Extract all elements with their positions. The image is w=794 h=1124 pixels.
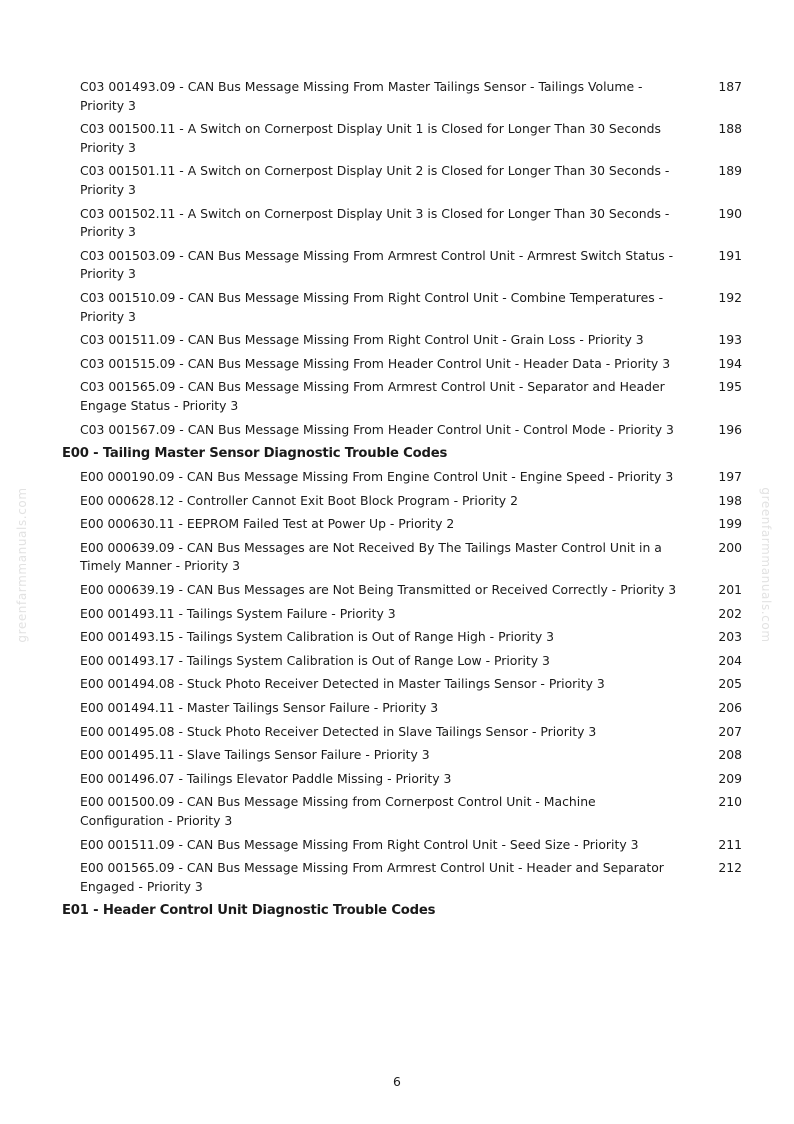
toc-entry[interactable] [62, 652, 752, 671]
toc-entry-title: E00 001493.11 - Tailings System Failure - Priority 3 [80, 605, 396, 621]
toc-entry-title: C03 001501.11 - A Switch on Cornerpost Display Unit 2 is Closed for Longer Than 30 Seconds - Priority 3 [80, 163, 670, 197]
section-heading-e00[interactable]: E00 - Tailing Master Sensor Diagnostic Trouble Codes [62, 446, 448, 462]
toc-entry[interactable] [62, 723, 752, 742]
toc-entry[interactable] [62, 793, 752, 830]
toc-entry[interactable] [62, 355, 752, 374]
toc-entry-title: E00 001493.15 - Tailings System Calibration is Out of Range High - Priority 3 [80, 629, 555, 645]
toc-entry-page: 198 [718, 492, 742, 508]
toc-entry[interactable] [62, 605, 752, 624]
toc-entry-page: 209 [718, 770, 742, 786]
toc-entry-page: 195 [718, 379, 742, 395]
toc-entry-page: 192 [718, 289, 742, 305]
toc-entry-title: C03 001511.09 - CAN Bus Message Missing From Right Control Unit - Grain Loss - Priority 3 [80, 332, 644, 348]
toc-entry-page: 210 [718, 794, 742, 810]
toc-entry-page: 193 [718, 332, 742, 348]
toc-entry-page: 197 [718, 469, 742, 485]
toc-entry-title: C03 001500.11 - A Switch on Cornerpost Display Unit 1 is Closed for Longer Than 30 Seconds Priority 3 [80, 121, 661, 155]
toc-entry[interactable] [62, 699, 752, 718]
toc-entry-title: E00 001493.17 - Tailings System Calibration is Out of Range Low - Priority 3 [80, 652, 550, 668]
toc-entry[interactable] [62, 120, 752, 157]
toc-entry-page: 199 [718, 516, 742, 532]
toc-list-c03 [62, 78, 752, 439]
toc-entry[interactable] [62, 675, 752, 694]
toc-entry-page: 190 [718, 205, 742, 221]
toc-entry[interactable] [62, 859, 752, 896]
toc-entry-title: E00 001496.07 - Tailings Elevator Paddle Missing - Priority 3 [80, 770, 452, 786]
toc-entry-page: 196 [718, 421, 742, 437]
toc-entry-title: E00 000628.12 - Controller Cannot Exit Boot Block Program - Priority 2 [80, 492, 518, 508]
toc-entry[interactable] [62, 770, 752, 789]
watermark-left: greenfarmmanuals.com [15, 487, 29, 643]
toc-entry[interactable] [62, 205, 752, 242]
toc-entry-title: C03 001502.11 - A Switch on Cornerpost Display Unit 3 is Closed for Longer Than 30 Seconds - Priority 3 [80, 205, 670, 240]
watermark-right: greenfarmmanuals.com [759, 487, 773, 643]
toc-entry-page: 203 [718, 629, 742, 645]
toc-entry-title: E00 001495.08 - Stuck Photo Receiver Detected in Slave Tailings Sensor - Priority 3 [80, 723, 597, 739]
toc-entry-title: C03 001493.09 - CAN Bus Message Missing From Master Tailings Sensor - Tailings Volume - Priority 3 [80, 79, 643, 113]
toc-entry[interactable] [62, 515, 752, 534]
toc-entry[interactable] [62, 289, 752, 326]
toc-entry-page: 205 [718, 676, 742, 692]
toc-entry-page: 200 [718, 539, 742, 555]
toc-entry-page: 191 [718, 247, 742, 263]
toc-entry-title: E00 001511.09 - CAN Bus Message Missing From Right Control Unit - Seed Size - Priority 3 [80, 836, 639, 852]
toc-entry-page: 194 [718, 355, 742, 371]
toc-entry[interactable] [62, 746, 752, 765]
toc-entry-title: C03 001515.09 - CAN Bus Message Missing From Header Control Unit - Header Data - Priority 3 [80, 355, 671, 371]
toc-entry-page: 201 [718, 582, 742, 598]
section-heading-e01[interactable]: E01 - Header Control Unit Diagnostic Trouble Codes [62, 903, 436, 919]
toc-entry-page: 202 [718, 605, 742, 621]
table-of-contents [62, 78, 752, 925]
toc-entry-title: E00 001500.09 - CAN Bus Message Missing from Cornerpost Control Unit - Machine Configuration - Priority 3 [80, 794, 596, 828]
toc-entry-page: 204 [718, 652, 742, 668]
toc-entry-title: E00 000639.19 - CAN Bus Messages are Not Being Transmitted or Received Correctly - Priority 3 [80, 582, 677, 598]
toc-entry-page: 208 [718, 747, 742, 763]
toc-entry-page: 207 [718, 723, 742, 739]
toc-entry[interactable] [62, 468, 752, 487]
toc-entry-page: 187 [718, 79, 742, 94]
toc-entry[interactable] [62, 421, 752, 440]
toc-entry-title: E00 001494.11 - Master Tailings Sensor Failure - Priority 3 [80, 700, 439, 716]
toc-entry-title: E00 001565.09 - CAN Bus Message Missing From Armrest Control Unit - Header and Separator Engaged - Priority 3 [80, 860, 664, 894]
toc-entry-page: 188 [718, 121, 742, 137]
toc-entry[interactable] [62, 331, 752, 350]
toc-entry[interactable] [62, 628, 752, 647]
toc-entry[interactable] [62, 836, 752, 855]
toc-entry-title: C03 001567.09 - CAN Bus Message Missing From Header Control Unit - Control Mode - Priority 3 [80, 421, 674, 437]
toc-entry-page: 206 [718, 700, 742, 716]
toc-entry-title: E00 000639.09 - CAN Bus Messages are Not Received By The Tailings Master Control Unit in a Timely Manner - Priority 3 [80, 539, 662, 574]
toc-entry[interactable] [62, 378, 752, 415]
toc-entry-title: E00 001495.11 - Slave Tailings Sensor Failure - Priority 3 [80, 747, 430, 763]
toc-entry[interactable] [62, 539, 752, 576]
toc-entry[interactable] [62, 162, 752, 199]
toc-entry-title: E00 000630.11 - EEPROM Failed Test at Power Up - Priority 2 [80, 516, 455, 532]
toc-entry-title: E00 001494.08 - Stuck Photo Receiver Detected in Master Tailings Sensor - Priority 3 [80, 676, 605, 692]
toc-entry-page: 189 [718, 163, 742, 179]
toc-entry[interactable] [62, 78, 752, 115]
toc-entry-page: 212 [718, 860, 742, 876]
toc-entry[interactable] [62, 247, 752, 284]
page-number: 6 [393, 1074, 401, 1089]
toc-entry-title: C03 001503.09 - CAN Bus Message Missing From Armrest Control Unit - Armrest Switch Status - Priority 3 [80, 247, 674, 282]
toc-entry-page: 211 [718, 836, 742, 852]
toc-list-e00 [62, 468, 752, 896]
toc-entry[interactable] [62, 581, 752, 600]
toc-entry-title: C03 001565.09 - CAN Bus Message Missing From Armrest Control Unit - Separator and Header Engage Status - Priority 3 [80, 379, 665, 413]
toc-entry-title: E00 000190.09 - CAN Bus Message Missing From Engine Control Unit - Engine Speed - Priority 3 [80, 469, 674, 485]
toc-entry[interactable] [62, 492, 752, 511]
toc-entry-title: C03 001510.09 - CAN Bus Message Missing From Right Control Unit - Combine Temperatures - Priority 3 [80, 289, 664, 324]
